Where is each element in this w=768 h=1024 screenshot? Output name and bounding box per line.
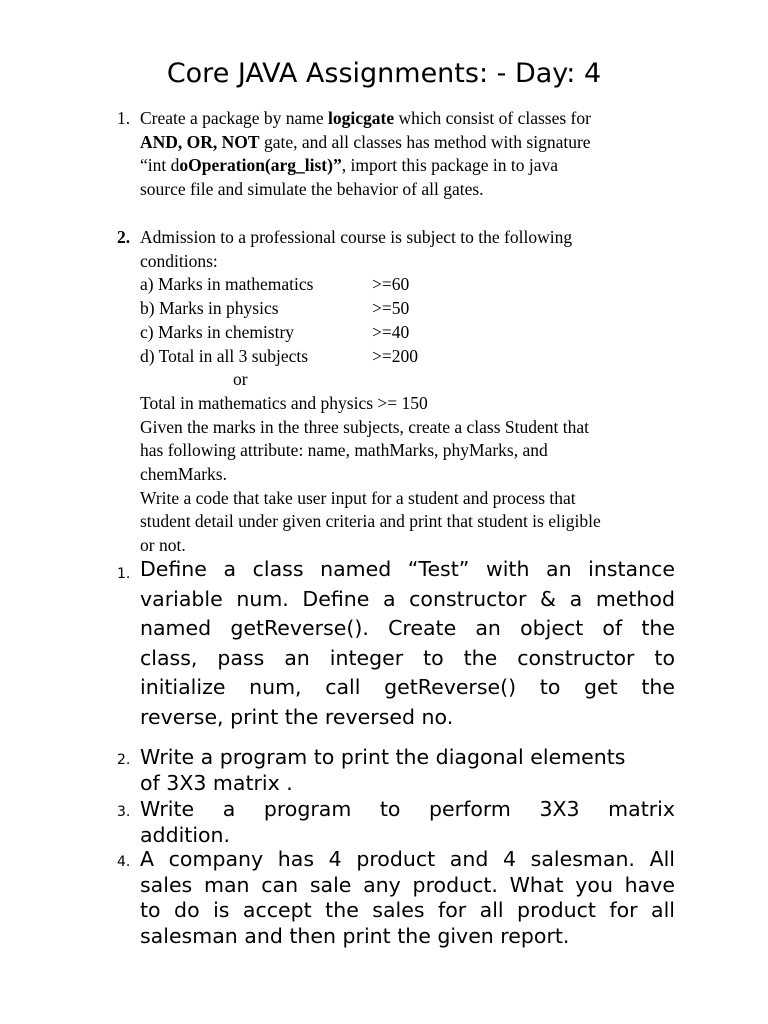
condition-label: b) Marks in physics	[140, 298, 279, 319]
question-line: Given the marks in the three subjects, create a class Student that	[140, 416, 590, 437]
condition-label: c) Marks in chemistry	[140, 321, 295, 342]
question-line: chemMarks.	[140, 464, 227, 485]
question-line: Admission to a professional course is subject to the following	[140, 227, 573, 247]
question-text	[140, 797, 675, 848]
text-run: gate, and all classes has method with signature	[259, 131, 591, 152]
question-number: 1.	[117, 566, 131, 582]
gate-names: AND, OR, NOT	[140, 131, 260, 152]
condition-row	[140, 297, 680, 321]
condition-value: >=50	[372, 298, 410, 319]
question-text	[140, 847, 675, 949]
text-run: Create a package by name	[140, 108, 329, 128]
question-line: Write a code that take user input for a student and process that	[140, 487, 576, 508]
question-line: student detail under given criteria and print that student is eligible	[140, 511, 601, 532]
method-signature: oOperation(arg_list)”	[179, 155, 342, 176]
question-line: variable num. Define a constructor & a method	[140, 586, 675, 611]
text-run: , import this package in to java	[341, 155, 558, 176]
question-text	[140, 226, 680, 558]
question-line: Total in mathematics and physics >= 150	[140, 392, 428, 413]
question-line	[140, 131, 680, 155]
question-number: 4.	[117, 854, 131, 870]
condition-value: >=40	[372, 321, 410, 342]
text-run: “int d	[140, 155, 180, 176]
question-line: Write a program to perform 3X3 matrix	[140, 797, 675, 821]
question-line: or not.	[140, 535, 186, 556]
condition-row	[140, 273, 680, 297]
text-run: which consist of classes for	[394, 108, 591, 128]
question-line: A company has 4 product and 4 salesman. All	[140, 847, 675, 871]
question-line	[140, 178, 680, 202]
or-label: or	[233, 369, 248, 390]
package-name: logicgate	[328, 108, 395, 128]
question-number: 2.	[117, 752, 131, 768]
question-number: 1.	[117, 108, 131, 128]
text-run: source file and simulate the behavior of all gates.	[140, 179, 484, 200]
question-number: 2.	[117, 227, 131, 247]
question-line: to do is accept the sales for all product for all	[140, 898, 675, 922]
question-line: Define a class named “Test” with an instance	[140, 557, 675, 581]
question-line: conditions:	[140, 250, 218, 271]
question-line	[140, 154, 680, 178]
question-line: named getReverse(). Create an object of the	[140, 616, 675, 640]
condition-label: d) Total in all 3 subjects	[140, 345, 309, 366]
question-line: Write a program to print the diagonal elements	[140, 745, 626, 769]
page-title: Core JAVA Assignments: - Day: 4	[166, 58, 602, 89]
condition-row	[140, 345, 680, 369]
question-line: initialize num, call getReverse() to get the	[140, 675, 675, 699]
question-line: addition.	[140, 822, 231, 847]
condition-value: >=60	[372, 274, 410, 295]
question-text	[140, 107, 680, 202]
question-line: salesman and then print the given report.	[140, 923, 570, 948]
question-line	[140, 107, 680, 131]
question-line: reverse, print the reversed no.	[140, 704, 454, 729]
question-line: has following attribute: name, mathMarks, phyMarks, and	[140, 440, 548, 461]
condition-label: a) Marks in mathematics	[140, 274, 314, 295]
condition-value: >=200	[372, 345, 418, 366]
question-text	[140, 555, 675, 732]
question-text	[140, 745, 675, 796]
question-line: of 3X3 matrix .	[140, 770, 293, 795]
question-number: 3.	[117, 804, 131, 820]
question-line: class, pass an integer to the constructor to	[140, 645, 675, 670]
question-line: sales man can sale any product. What you have	[140, 872, 675, 897]
condition-row	[140, 321, 680, 345]
